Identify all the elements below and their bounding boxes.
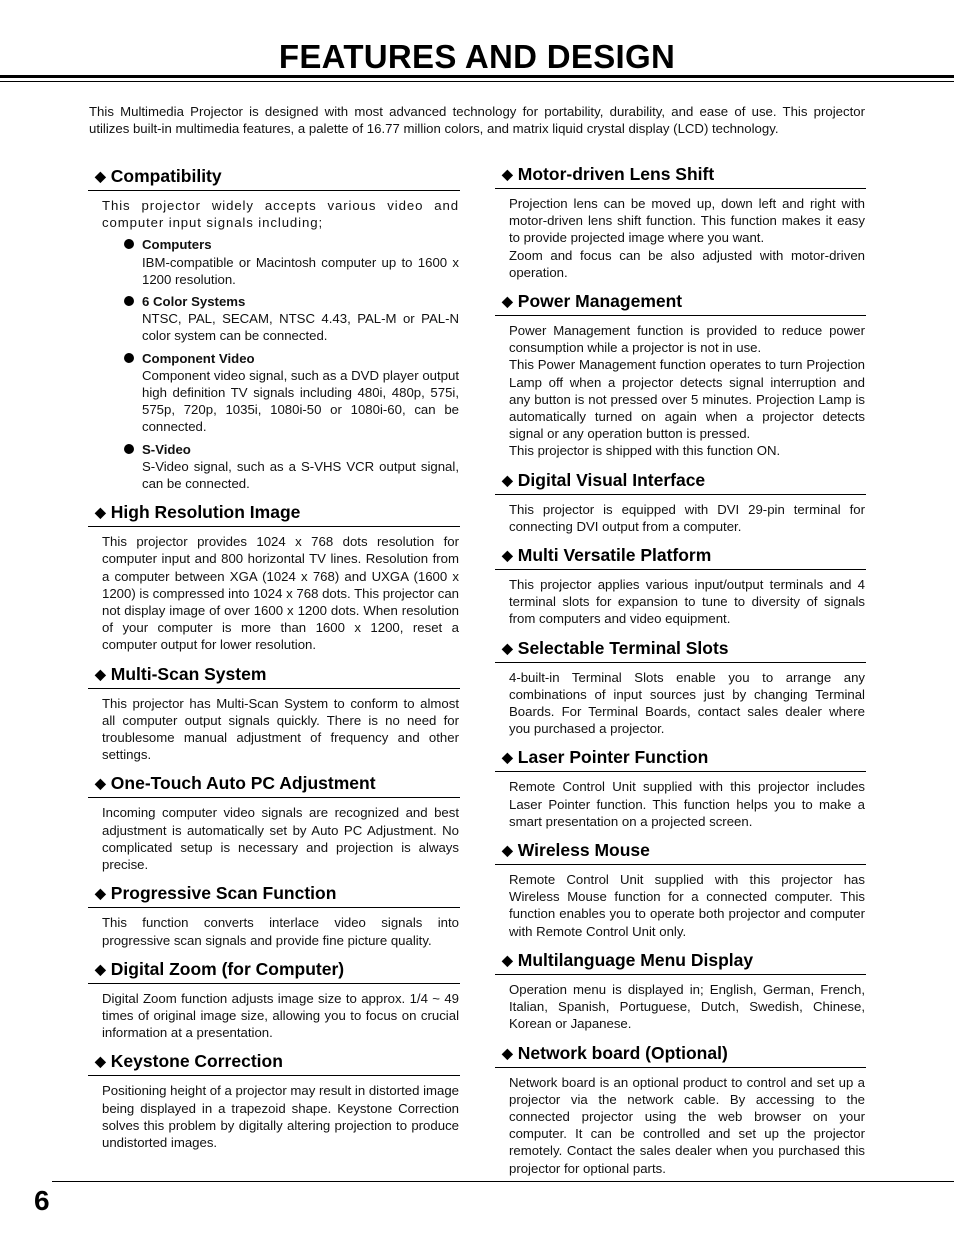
diamond-bullet-icon: ◆	[502, 471, 513, 488]
bullet-text: NTSC, PAL, SECAM, NTSC 4.43, PAL-M or PAL-N color system can be connected.	[142, 311, 459, 344]
heading-text: Digital Zoom (for Computer)	[110, 958, 345, 979]
bullet-title: Component Video	[142, 350, 255, 366]
section-body	[495, 772, 866, 830]
title-rule-thin	[0, 81, 954, 82]
section-heading	[88, 664, 460, 689]
diamond-bullet-icon: ◆	[95, 168, 106, 184]
bullet-dot-icon	[124, 353, 134, 363]
section-text: Projection lens can be moved up, down left and right with motor-driven lens shift function. This function makes it easy to provide projected image where you want.	[509, 196, 865, 246]
diamond-bullet-icon: ◆	[95, 775, 106, 792]
section-body	[495, 189, 866, 281]
section-text: Positioning height of a projector may result in distorted image being displayed in a trapezoid shape. Keystone Correction solves this problem by digitally altering projection to produce undistorted images.	[102, 1083, 459, 1150]
section-dvi	[495, 470, 866, 535]
section-heading	[495, 545, 866, 570]
section-heading	[495, 840, 866, 865]
section-keystone	[88, 1051, 460, 1151]
section-text: This projector is shipped with this function ON.	[509, 443, 781, 459]
section-text: Network board is an optional product to control and set up a projector via the network cable. By accessing to the connected projector using the web browser on your computer. It can be controlled and set up the projector remotely. Contact the sales dealer when you purchased this projector for optional parts.	[509, 1074, 865, 1176]
section-body	[88, 689, 460, 764]
section-text: Zoom and focus can be also adjusted with motor-driven operation.	[509, 247, 865, 280]
section-text: 4-built-in Terminal Slots enable you to arrange any combinations of input sources just by changing Terminal Boards. For Terminal Boards, contact sales dealer where you purchased a projector.	[509, 669, 865, 737]
signal-list	[102, 236, 459, 492]
section-body	[88, 527, 460, 653]
section-progressive-scan	[88, 883, 460, 948]
bullet-title: 6 Color Systems	[142, 294, 246, 310]
section-body	[88, 191, 460, 492]
section-power-management	[495, 291, 866, 460]
section-body	[88, 1076, 460, 1151]
section-text: Remote Control Unit supplied with this projector includes Laser Pointer function. This function helps you to make a smart presentation on a projected screen.	[509, 779, 865, 829]
section-heading	[88, 1051, 460, 1076]
section-heading	[88, 166, 460, 191]
section-text: This function converts interlace video signals into progressive scan signals and provide fine picture quality.	[102, 915, 459, 948]
section-heading	[495, 747, 866, 772]
heading-text: Multilanguage Menu Display	[517, 949, 754, 970]
section-body	[495, 316, 866, 460]
section-body	[495, 975, 866, 1033]
diamond-bullet-icon: ◆	[502, 951, 513, 968]
diamond-bullet-icon: ◆	[95, 960, 106, 977]
section-heading	[88, 502, 460, 527]
diamond-bullet-icon: ◆	[502, 749, 513, 766]
section-platform	[495, 545, 866, 628]
section-auto-pc	[88, 773, 460, 873]
page-title: FEATURES AND DESIGN	[278, 38, 676, 75]
section-multilanguage	[495, 950, 866, 1033]
heading-text: Keystone Correction	[110, 1051, 283, 1072]
bullet-text: IBM-compatible or Macintosh computer up to 1600 x 1200 resolution.	[142, 254, 459, 287]
footer-rule	[52, 1181, 954, 1182]
section-text: This Power Management function operates to turn Projection Lamp off when a projector detects signal interruption and any button is not pressed over 5 minutes. Projection Lamp is automatically turned on again when a projector detects signal or any operation button is pressed.	[509, 357, 865, 442]
heading-text: One-Touch Auto PC Adjustment	[110, 773, 376, 794]
section-digital-zoom	[88, 959, 460, 1042]
diamond-bullet-icon: ◆	[502, 842, 513, 859]
section-network-board	[495, 1043, 866, 1177]
section-body	[88, 798, 460, 873]
section-text: Digital Zoom function adjusts image size to approx. 1/4 ~ 49 times of original image size, allowing you to focus on crucial information at a presentation.	[102, 990, 459, 1041]
section-body	[88, 908, 460, 948]
heading-text: Multi-Scan System	[110, 663, 267, 684]
bullet-dot-icon	[124, 239, 134, 249]
section-heading	[88, 959, 460, 984]
diamond-bullet-icon: ◆	[95, 504, 106, 521]
section-heading	[495, 638, 866, 663]
heading-text: Selectable Terminal Slots	[517, 637, 729, 658]
heading-text: High Resolution Image	[110, 502, 301, 523]
section-wireless-mouse	[495, 840, 866, 940]
list-item	[102, 441, 459, 493]
diamond-bullet-icon: ◆	[502, 1044, 513, 1061]
diamond-bullet-icon: ◆	[95, 885, 106, 902]
section-multi-scan	[88, 664, 460, 764]
diamond-bullet-icon: ◆	[502, 293, 513, 310]
section-heading	[495, 291, 866, 316]
section-text: Incoming computer video signals are recognized and best adjustment is automatically set by Auto PC Adjustment. No complicated setup is necessary and projection is always precise.	[102, 805, 459, 873]
bullet-title: Computers	[142, 237, 212, 253]
heading-text: Network board (Optional)	[517, 1042, 728, 1063]
section-body	[495, 495, 866, 535]
bullet-dot-icon	[124, 444, 134, 454]
section-heading	[88, 773, 460, 798]
section-high-resolution	[88, 502, 460, 653]
section-heading	[495, 950, 866, 975]
page-number: 6	[34, 1185, 50, 1216]
section-text: Remote Control Unit supplied with this projector has Wireless Mouse function for a connected computer. This function enables you to operate both projector and computer with Remote Control Unit only.	[509, 872, 865, 939]
section-heading	[495, 470, 866, 495]
section-laser-pointer	[495, 747, 866, 830]
diamond-bullet-icon: ◆	[502, 639, 513, 656]
list-item	[102, 236, 459, 288]
diamond-bullet-icon: ◆	[95, 665, 106, 682]
heading-text: Motor-driven Lens Shift	[517, 164, 715, 184]
heading-text: Compatibility	[110, 166, 222, 186]
section-lens-shift	[495, 164, 866, 281]
section-terminal-slots	[495, 638, 866, 738]
section-text: Operation menu is displayed in; English, German, French, Italian, Spanish, Portuguese, Dutch, Swedish, Chinese, Korean or Japanese.	[509, 981, 865, 1032]
diamond-bullet-icon: ◆	[502, 547, 513, 564]
heading-text: Digital Visual Interface	[517, 469, 706, 490]
bullet-text: Component video signal, such as a DVD player output high definition TV signals including 480i, 480p, 575i, 575p, 720p, 1035i, 1080i-50 or 1080i-60, can be connected.	[142, 367, 459, 435]
list-item	[102, 350, 459, 436]
bullet-dot-icon	[124, 296, 134, 306]
section-text: Power Management function is provided to reduce power consumption while a projector is not in use.	[509, 323, 865, 356]
section-text: This projector widely accepts various video and computer input signals including;	[102, 198, 459, 231]
bullet-text: S-Video signal, such as a S-VHS VCR output signal, can be connected.	[142, 458, 459, 492]
title-rule	[0, 75, 954, 78]
section-body	[495, 663, 866, 738]
section-body	[495, 1068, 866, 1177]
section-heading	[495, 164, 866, 189]
intro-paragraph: This Multimedia Projector is designed with most advanced technology for portability, durability, and ease of use. This projector utilizes built-in multimedia features, a palette of 16.77 million colors, and matrix liquid crystal display (LCD) technology.	[89, 104, 865, 136]
heading-text: Multi Versatile Platform	[517, 545, 712, 566]
section-text: This projector applies various input/output terminals and 4 terminal slots for expansion to tune to diversity of signals from computers and video equipment.	[509, 577, 865, 627]
heading-text: Laser Pointer Function	[517, 747, 709, 768]
section-body	[495, 570, 866, 628]
section-compatibility	[88, 166, 460, 492]
section-body	[495, 865, 866, 940]
left-column	[88, 166, 460, 1151]
list-item	[102, 293, 459, 345]
section-body	[88, 984, 460, 1042]
bullet-title: S-Video	[142, 441, 191, 457]
diamond-bullet-icon: ◆	[95, 1053, 106, 1070]
section-heading	[88, 883, 460, 908]
heading-text: Power Management	[517, 291, 683, 312]
right-column	[495, 164, 866, 1177]
section-heading	[495, 1043, 866, 1068]
heading-text: Progressive Scan Function	[110, 883, 337, 904]
section-text: This projector provides 1024 x 768 dots resolution for computer input and 800 horizontal TV lines. Resolution from a computer between XGA (1024 x 768) and UXGA (1600 x 1200) is compressed into 1024 x 768 dots. This projector can not display image of over 1600 x 1200 dots. When resolution of your computer is more than 1600 x 1200, reset a computer output for lower resolution.	[102, 534, 459, 653]
heading-text: Wireless Mouse	[517, 840, 650, 861]
section-text: This projector has Multi-Scan System to conform to almost all computer output signals quickly. There is no need for troublesome manual adjustment of frequency and other settings.	[102, 695, 459, 763]
section-text: This projector is equipped with DVI 29-pin terminal for connecting DVI output from a computer.	[509, 501, 865, 534]
diamond-bullet-icon: ◆	[502, 166, 513, 182]
